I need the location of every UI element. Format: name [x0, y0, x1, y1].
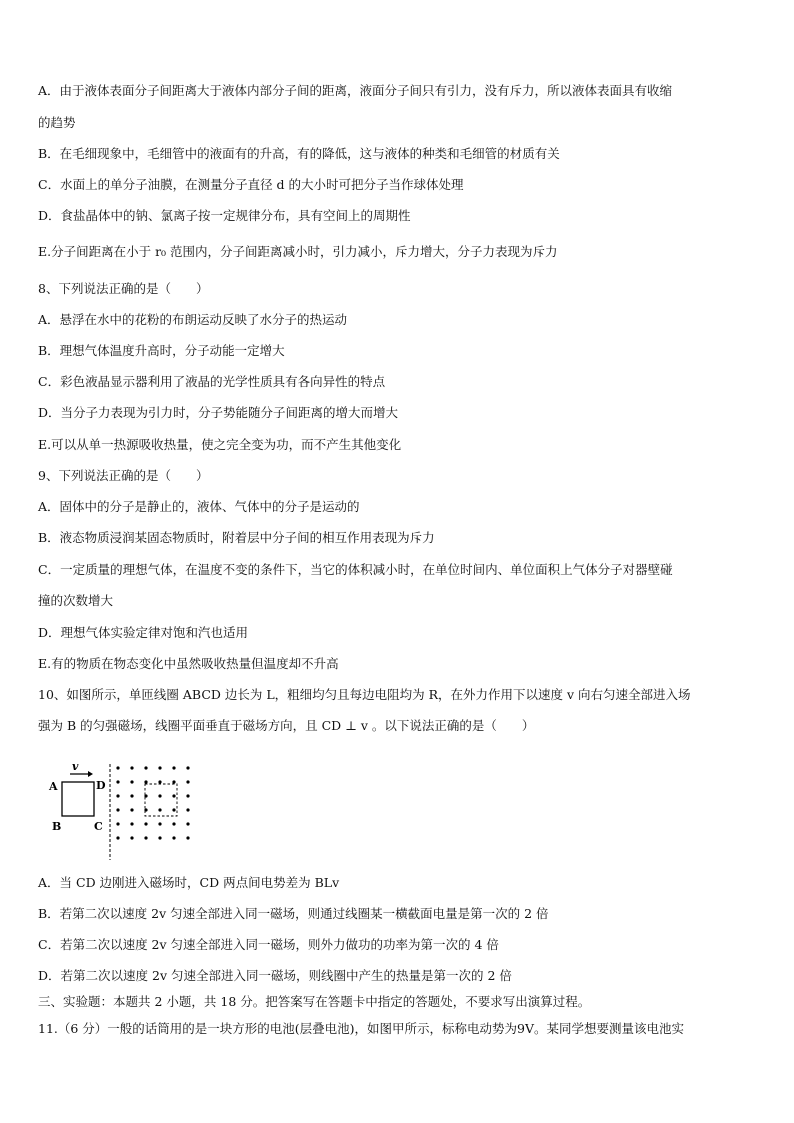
field-dot: [116, 836, 119, 839]
label-B: B: [52, 820, 62, 833]
text-line: B．理想气体温度升高时，分子动能一定增大: [38, 343, 285, 358]
field-dot: [144, 836, 147, 839]
field-dot: [130, 808, 133, 811]
field-dot: [144, 794, 147, 797]
field-dot: [172, 808, 175, 811]
field-dot: [144, 808, 147, 811]
magnetic-field-figure: [44, 760, 204, 860]
label-C: C: [94, 820, 103, 833]
question-11-stem: 11.（6 分）一般的话筒用的是一块方形的电池(层叠电池)，如图甲所示，标称电动势为9V。某同学想要测量该电池实: [38, 1021, 685, 1036]
field-dot: [116, 780, 119, 783]
velocity-arrowhead: [88, 771, 93, 777]
question-9-stem: 9、下列说法正确的是（ ）: [38, 468, 209, 483]
field-dot: [158, 836, 161, 839]
field-dot: [130, 836, 133, 839]
text-line: B．在毛细现象中，毛细管中的液面有的升高，有的降低，这与液体的种类和毛细管的材质有关: [38, 146, 560, 161]
text-line: A．由于液体表面分子间距离大于液体内部分子间的距离，液面分子间只有引力，没有斥力，所以液体表面具有收缩: [38, 83, 673, 98]
text-line: E.有的物质在物态变化中虽然吸收热量但温度却不升高: [38, 656, 339, 671]
field-dot: [144, 822, 147, 825]
field-dot: [172, 766, 175, 769]
label-A: A: [49, 780, 58, 793]
text-line: B．液态物质浸润某固态物质时，附着层中分子间的相互作用表现为斥力: [38, 530, 435, 545]
text-line: A．固体中的分子是静止的，液体、气体中的分子是运动的: [38, 499, 360, 514]
text-line: E.可以从单一热源吸收热量，使之完全变为功，而不产生其他变化: [38, 437, 402, 452]
text-line: C．水面上的单分子油膜，在测量分子直径 d 的大小时可把分子当作球体处理: [38, 177, 464, 192]
field-dot: [172, 822, 175, 825]
text-line: D．当分子力表现为引力时，分子势能随分子间距离的增大而增大: [38, 405, 399, 420]
label-v: v: [72, 760, 79, 773]
field-dot: [158, 822, 161, 825]
field-dot: [158, 780, 161, 783]
magnetic-field-dots: [116, 766, 189, 839]
text-line: C．若第二次以速度 2v 匀速全部进入同一磁场，则外力做功的功率为第一次的 4 倍: [38, 937, 499, 952]
field-dot: [144, 766, 147, 769]
text-line: D．若第二次以速度 2v 匀速全部进入同一磁场，则线圈中产生的热量是第一次的 2 倍: [38, 968, 512, 983]
field-dot: [116, 794, 119, 797]
text-line: A．悬浮在水中的花粉的布朗运动反映了水分子的热运动: [38, 312, 348, 327]
text-line: A．当 CD 边刚进入磁场时，CD 两点间电势差为 BLv: [38, 875, 340, 890]
text-line: C．一定质量的理想气体，在温度不变的条件下，当它的体积减小时，在单位时间内、单位面积上气体分子对器壁碰: [38, 562, 673, 577]
text-line: 撞的次数增大: [38, 593, 114, 608]
field-dot: [172, 794, 175, 797]
text-line: D．理想气体实验定律对饱和汽也适用: [38, 625, 249, 640]
section-heading: 三、实验题：本题共 2 小题，共 18 分。把答案写在答题卡中指定的答题处，不要求写出演算过程。: [38, 994, 591, 1009]
field-dot: [144, 780, 147, 783]
field-dot: [116, 822, 119, 825]
text-line: 强为 B 的匀强磁场，线圈平面垂直于磁场方向，且 CD ⊥ v 。以下说法正确的是（ ）: [38, 718, 535, 733]
field-dot: [130, 822, 133, 825]
field-dot: [186, 780, 189, 783]
question-8-stem: 8、下列说法正确的是（ ）: [38, 281, 209, 296]
question-10-stem: 10、如图所示，单匝线圈 ABCD 边长为 L，粗细均匀且每边电阻均为 R，在外力作用下以速度 v 向右匀速全部进入场: [38, 687, 691, 702]
text-line: C．彩色液晶显示器利用了液晶的光学性质具有各向异性的特点: [38, 374, 386, 389]
text-line: 的趋势: [38, 115, 76, 130]
field-dot: [186, 808, 189, 811]
field-dot: [186, 836, 189, 839]
field-dot: [158, 794, 161, 797]
label-D: D: [96, 779, 106, 792]
text-line: B．若第二次以速度 2v 匀速全部进入同一磁场，则通过线圈某一横截面电量是第一次的 2 倍: [38, 906, 549, 921]
field-dot: [116, 766, 119, 769]
text-line: E.分子间距离在小于 r₀ 范围内，分子间距离减小时，引力减小，斥力增大，分子力表现为斥力: [38, 244, 558, 259]
field-dot: [186, 822, 189, 825]
field-dot: [116, 808, 119, 811]
field-dot: [158, 808, 161, 811]
field-dot: [158, 766, 161, 769]
field-dot: [172, 780, 175, 783]
field-dot: [130, 766, 133, 769]
field-dot: [172, 836, 175, 839]
field-dot: [130, 780, 133, 783]
field-dot: [186, 766, 189, 769]
field-dot: [130, 794, 133, 797]
field-dot: [186, 794, 189, 797]
text-line: D．食盐晶体中的钠、氯离子按一定规律分布，具有空间上的周期性: [38, 208, 411, 223]
coil-square: [62, 782, 94, 816]
